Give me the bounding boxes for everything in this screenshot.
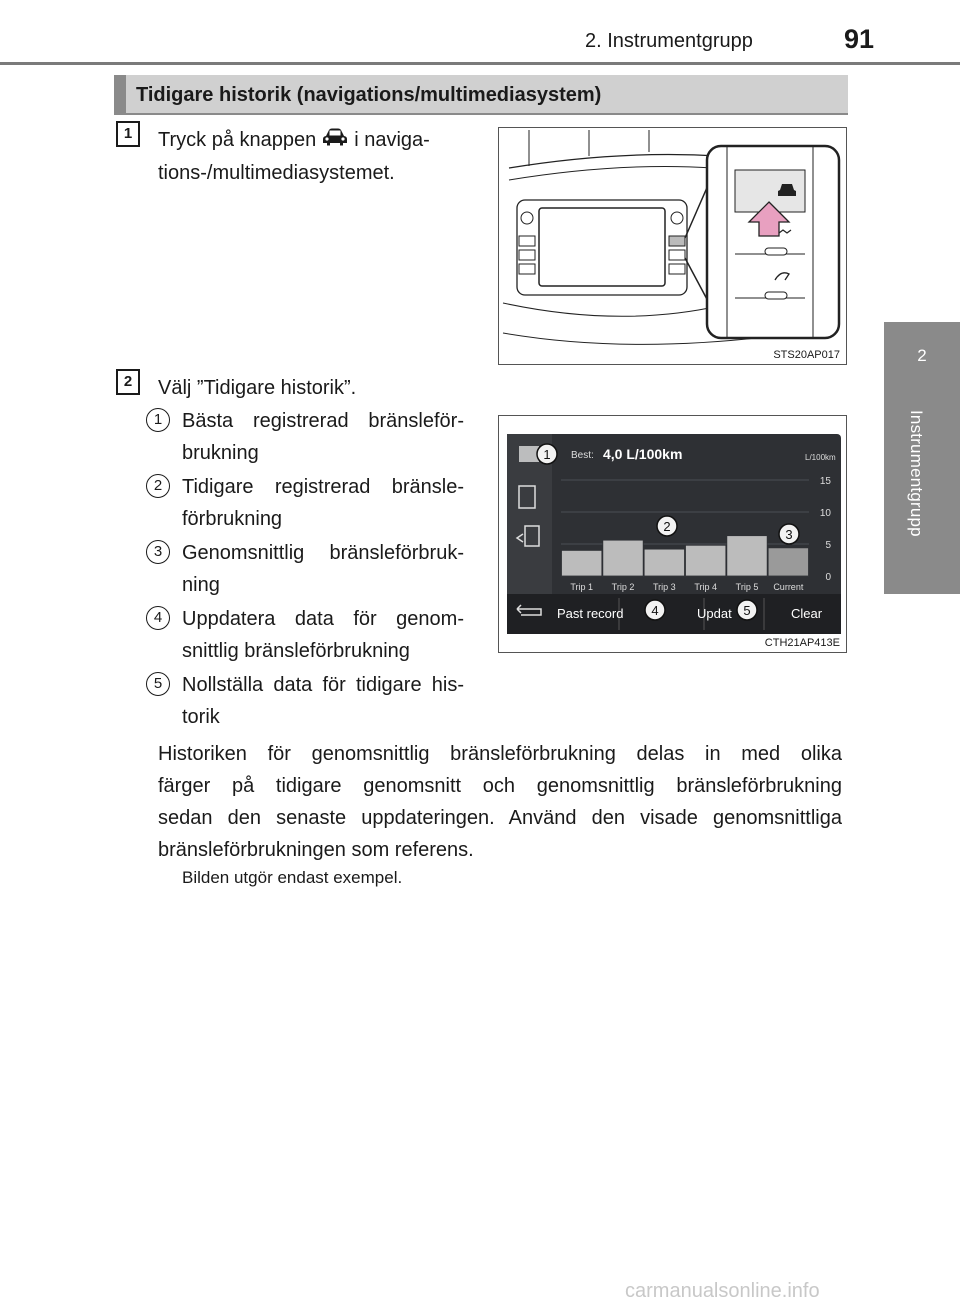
callout-4-line1: Uppdatera data för genom-: [182, 608, 464, 630]
callout-2-line1: Tidigare registrerad bränsle-: [182, 476, 464, 498]
step-2-text: Välj ”Tidigare historik”.: [158, 377, 357, 399]
best-label: Best:: [571, 450, 594, 461]
bar-5: [727, 536, 767, 576]
trip-label-5: Trip 5: [735, 582, 759, 592]
step-1-text-before: Tryck på knappen: [158, 129, 317, 151]
callout-2-badge: 2: [146, 474, 170, 498]
watermark: carmanualsonline.info: [625, 1280, 820, 1302]
y-tick-15: 15: [819, 476, 831, 487]
past-record-button-label: Past record: [557, 606, 624, 621]
dashboard-illustration: [499, 128, 845, 363]
bar-4: [686, 545, 726, 576]
callout-5-badge: 5: [146, 672, 170, 696]
update-button-label: Updat: [697, 606, 732, 621]
page-number: 91: [844, 24, 875, 54]
step-2-box: 2: [116, 369, 140, 395]
trip-label-3: Trip 3: [652, 582, 676, 592]
callout-1-badge: 1: [146, 408, 170, 432]
step-1-box: 1: [116, 121, 140, 147]
section-heading-bar: [114, 75, 126, 115]
side-tab-number: 2: [917, 346, 927, 365]
step-1-text-line2: tions-/multimediasystemet.: [158, 161, 395, 184]
figure-2-code: CTH21AP413E: [764, 637, 840, 649]
unit-label: L/100km: [805, 453, 836, 462]
callout-1-line1: Bästa registrerad bränsleför-: [182, 410, 464, 432]
paragraph-line-2: färger på tidigare genomsnitt och genomsnittlig bränsleförbrukning: [158, 775, 842, 797]
callout-5-line1: Nollställa data för tidigare his-: [182, 674, 464, 696]
y-tick-10: 10: [819, 508, 831, 519]
bar-3: [644, 549, 684, 576]
header-rule: [0, 62, 960, 65]
side-tab-label: Instrumentgrupp: [907, 410, 926, 537]
paragraph-line-1: Historiken för genomsnittlig bränsleförbrukning delas in med olika: [158, 743, 842, 765]
trip-label-4: Trip 4: [694, 582, 718, 592]
marker-2-label: 2: [663, 519, 671, 534]
bar-6: [768, 548, 808, 576]
clear-button-label: Clear: [791, 606, 823, 621]
callout-4-line2: snittlig bränsleförbrukning: [182, 640, 410, 662]
bar-1: [562, 550, 602, 576]
paragraph-line-3: sedan den senaste uppdateringen. Använd den visade genomsnittliga: [158, 807, 842, 829]
figure-fuel-history-screen: [498, 415, 847, 653]
trip-label-1: Trip 1: [570, 582, 594, 592]
callout-4-badge: 4: [146, 606, 170, 630]
trip-label-2: Trip 2: [611, 582, 635, 592]
section-title: Tidigare historik (navigations/multimediasystem): [136, 84, 602, 106]
bar-2: [603, 540, 643, 576]
chapter-title: 2. Instrumentgrupp: [585, 30, 753, 52]
callout-5-line2: torik: [182, 706, 220, 728]
fuel-history-screen: [499, 416, 845, 651]
paragraph-line-4: bränsleförbrukningen som referens.: [158, 839, 474, 861]
marker-1-label: 1: [543, 447, 551, 462]
callout-1-line2: brukning: [182, 442, 259, 464]
y-tick-5: 5: [825, 540, 831, 551]
step-1-text-after: i naviga-: [354, 129, 430, 151]
step-1-text: [158, 124, 468, 189]
marker-3-label: 3: [785, 527, 793, 542]
explanation-paragraph: [158, 738, 842, 866]
marker-4-label: 4: [651, 603, 659, 618]
example-note: Bilden utgör endast exempel.: [182, 868, 403, 887]
trip-label-6: Current: [773, 582, 804, 592]
callout-3-line2: ning: [182, 574, 220, 596]
y-tick-0: 0: [825, 572, 831, 583]
marker-5-label: 5: [743, 603, 751, 618]
figure-1-code: STS20AP017: [773, 349, 840, 361]
car-icon: [322, 125, 348, 157]
figure-dashboard: [498, 127, 847, 365]
callout-3-line1: Genomsnittlig bränsleförbruk-: [182, 542, 464, 564]
callout-2-line2: förbrukning: [182, 508, 283, 530]
best-value: 4,0 L/100km: [603, 446, 683, 462]
callout-3-badge: 3: [146, 540, 170, 564]
